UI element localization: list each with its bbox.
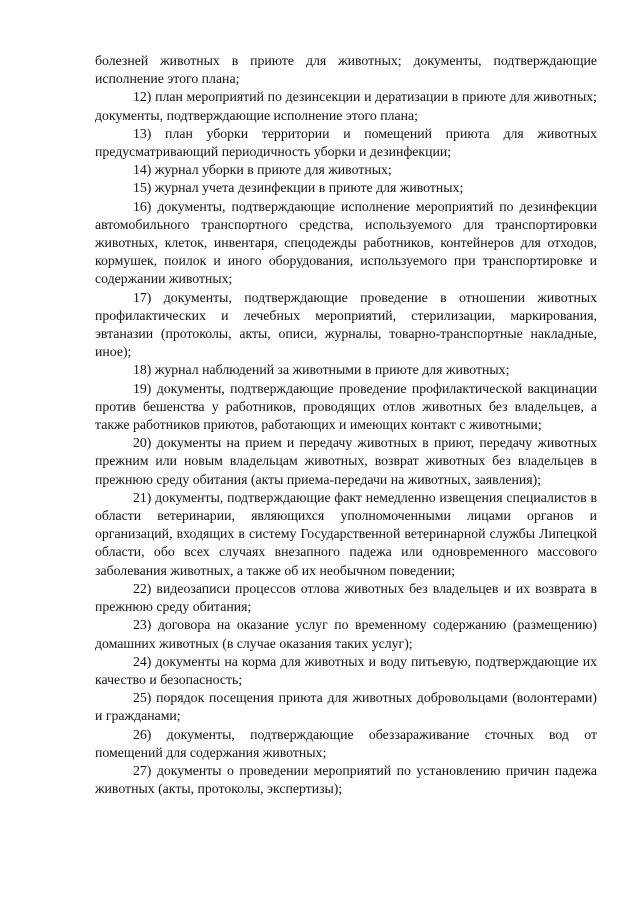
list-item-23: 23) договора на оказание услуг по временному содержанию (размещению) домашних животных (в случае оказания таких услуг); [95, 617, 597, 651]
list-item-25: 25) порядок посещения приюта для животных добровольцами (волонтерами) и гражданами; [95, 690, 597, 724]
list-item-16: 16) документы, подтверждающие исполнение мероприятий по дезинфекции автомобильного транспортного средства, используемого для транспортировки животных, клеток, инвентаря, спецодежды работников, контейнеров для отходов, кормушек, поилок и иного оборудования, используемого при транспортировке и содержании животных; [95, 198, 597, 287]
list-item-13: 13) план уборки территории и помещений приюта для животных предусматривающий периодичность уборки и дезинфекции; [95, 125, 597, 160]
list-item-15: 15) журнал учета дезинфекции в приюте для животных; [133, 180, 464, 196]
list-item-19: 19) документы, подтверждающие проведение профилактической вакцинации против бешенства у работников, проводящих отлов животных без владельцев, а также работников приютов, работающих и имеющих контакт с животными; [95, 380, 597, 433]
list-item-12: 12) план мероприятий по дезинсекции и дератизации в приюте для животных; документы, подтверждающие исполнение этого плана; [95, 89, 597, 123]
list-item-26: 26) документы, подтверждающие обеззараживание сточных вод от помещений для содержания животных; [95, 726, 597, 760]
list-item-22: 22) видеозаписи процессов отлова животных без владельцев и их возврата в прежнюю среду обитания; [95, 580, 597, 615]
document-body [95, 52, 597, 798]
list-item-24: 24) документы на корма для животных и воду питьевую, подтверждающие их качество и безопасность; [95, 653, 597, 687]
list-item-14: 14) журнал уборки в приюте для животных; [133, 162, 392, 178]
list-item-18: 18) журнал наблюдений за животными в приюте для животных; [133, 362, 510, 378]
paragraph-continuation: болезней животных в приюте для животных; документы, подтверждающие исполнение этого плана; [95, 53, 597, 87]
list-item-21: 21) документы, подтверждающие факт немедленно извещения специалистов в области ветеринарии, являющихся уполномоченными лицами органов и организаций, входящих в систему Государственной ветеринарной службы Липецкой области, обо всех случаях внезапного падежа или одновременного массового заболевания животных, а также об их необычном поведении; [95, 489, 597, 578]
list-item-17: 17) документы, подтверждающие проведение в отношении животных профилактических и лечебных мероприятий, стерилизации, маркирования, эвтаназии (протоколы, акты, описи, журналы, товарно-транспортные накладные, иное); [95, 289, 597, 360]
list-item-20: 20) документы на прием и передачу животных в приют, передачу животных прежним или новым владельцам животных, возврат животных без владельцев в прежнюю среду обитания (акты приема-передачи на животных, заявления); [95, 435, 597, 487]
list-item-27: 27) документы о проведении мероприятий по установлению причин падежа животных (акты, протоколы, экспертизы); [95, 762, 597, 797]
